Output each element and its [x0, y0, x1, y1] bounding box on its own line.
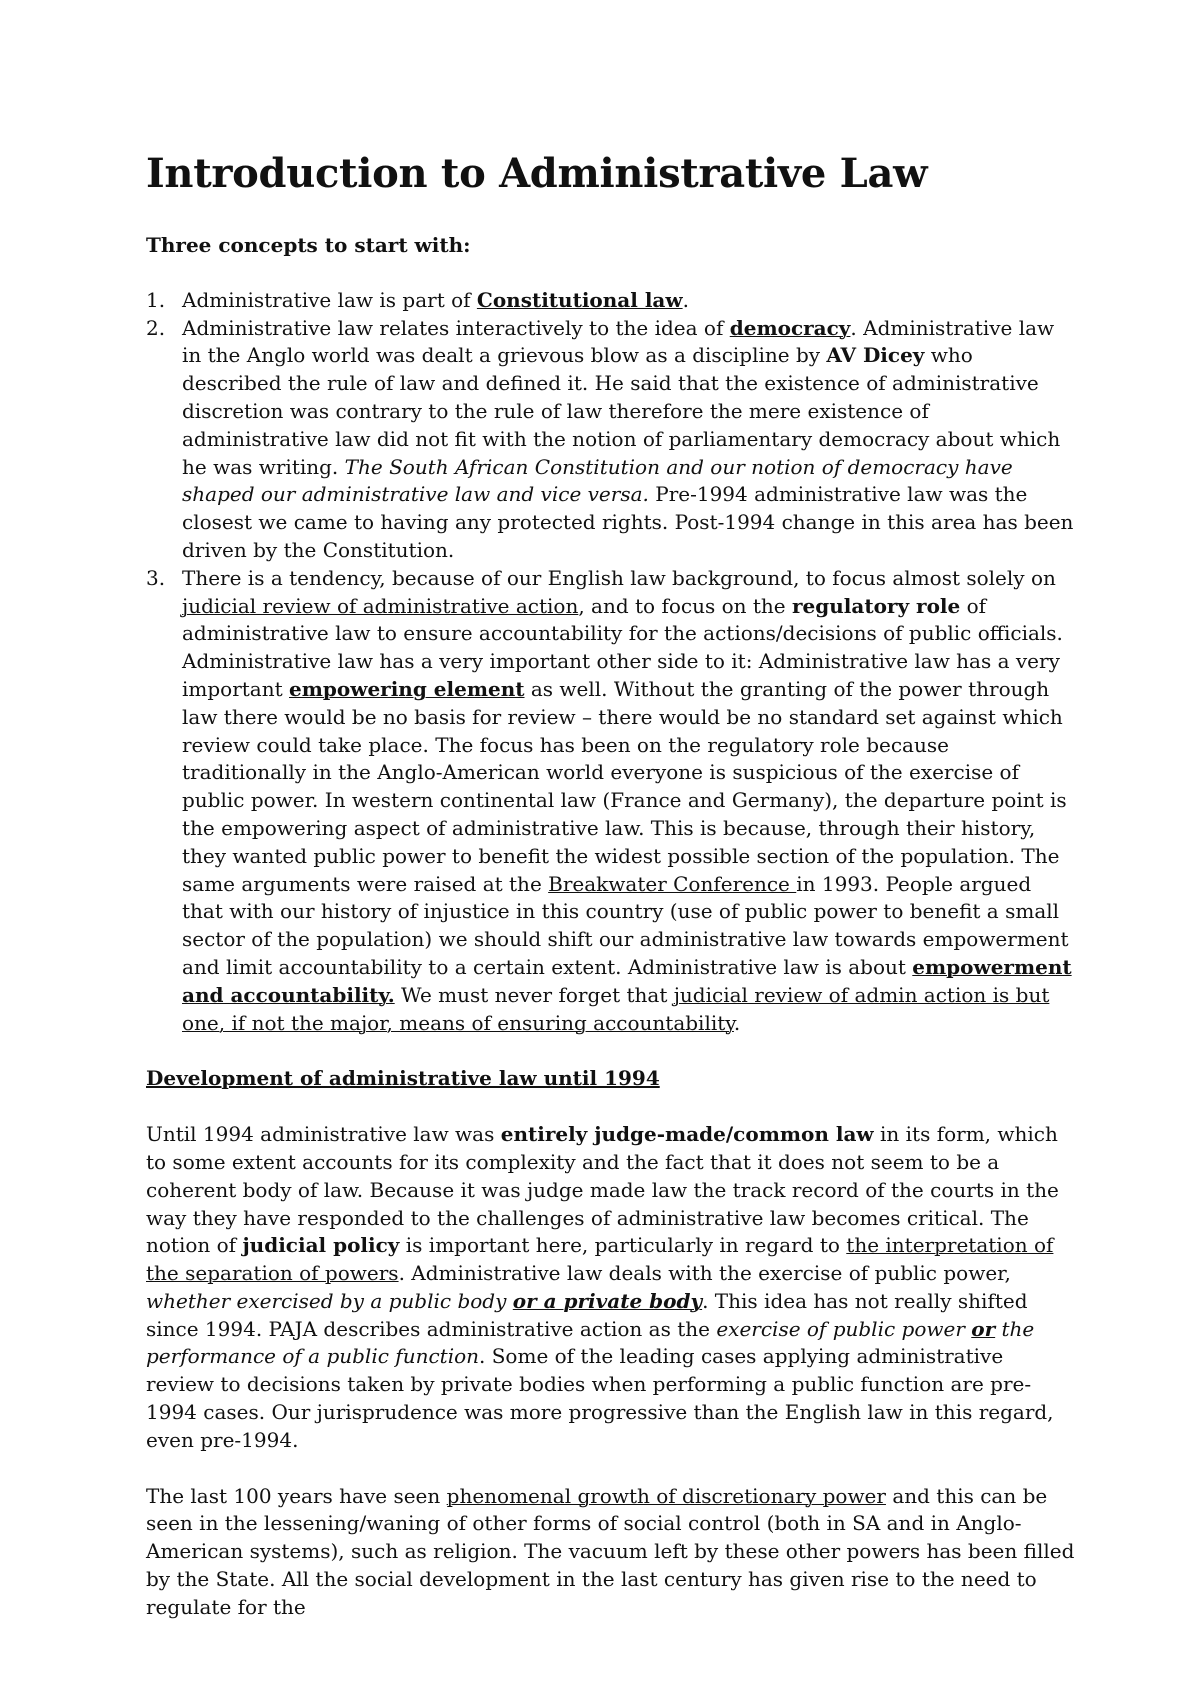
text-run: We must never forget that [394, 982, 674, 1007]
text-run: . This idea has not really shifted since 1994. PAJA describes administrative action as the [146, 1288, 1028, 1341]
underline-breakwater-conference: Breakwater Conference [548, 871, 797, 896]
subheading: Three concepts to start with: [146, 233, 471, 257]
text-run: is important here, particularly in regard to [399, 1233, 847, 1258]
text-run: , and to focus on the [578, 593, 792, 618]
text-run: in 1993. People argued that with our history of injustice in this country (use of public power to benefit a small sector of the population) we should shift our administrative law towards empowerment and limit accountability to a certain extent. Administrative law is about [182, 871, 1069, 979]
underline-discretionary-power: phenomenal growth of discretionary power [446, 1483, 886, 1508]
text-run: Administrative law is part of [182, 287, 477, 312]
emphasis-av-dicey: AV Dicey [826, 343, 925, 368]
text-run: . Some of the leading cases applying administrative review to decisions taken by private bodies when performing a public function are pre-1994 cases. Our jurisprudence was more progressive than the English law in this regard, even pre-1994. [146, 1344, 1054, 1452]
italic-exercise-public-power: exercise of public power [716, 1316, 972, 1341]
text-run: . Administrative law in the Anglo world was dealt a grievous blow as a discipline by [182, 315, 1055, 368]
text-run: as well. Without the granting of the power through law there would be no basis for review – there would be no standard set against which review could take place. The focus has been on the regulatory role because traditionally in the Anglo-American world everyone is suspicious of the exercise of public power. In western continental law (France and Germany), the departure point is the empowering aspect of administrative law. This is because, through their history, they wanted public power to benefit the widest possible section of the population. The same arguments were raised at the [182, 676, 1067, 896]
text-run: There is a tendency, because of our English law background, to focus almost solely on [182, 565, 1056, 590]
text-run: The last 100 years have seen [146, 1483, 447, 1508]
text-run: and this can be seen in the lessening/waning of other forms of social control (both in SA and in Anglo-American systems), such as religion. The vacuum left by these other powers has been filled by the State. All the social development in the last century has given rise to the need to regulate for the [146, 1483, 1075, 1619]
italic-public-function: the performance of a public function [146, 1316, 1035, 1369]
list-item [146, 315, 1076, 565]
emphasis-private-body: or a private body [512, 1288, 703, 1313]
text-run: . [733, 1010, 741, 1035]
text-run: Until 1994 administrative law was [146, 1122, 501, 1147]
list-item [146, 287, 1076, 315]
emphasis-empowering-element: empowering element [289, 676, 525, 701]
text-run: . Administrative law deals with the exercise of public power, [398, 1261, 1011, 1286]
list-number: 2. [146, 315, 166, 340]
text-run: who described the rule of law and defined it. He said that the existence of administrative discretion was contrary to the rule of law therefore the mere existence of administrative law did not fit with the notion of parliamentary democracy about which he was writing. [182, 343, 1061, 479]
emphasis-constitutional-law: Constitutional law [476, 287, 683, 312]
underline-judicial-review: judicial review of administrative action [182, 593, 579, 618]
underline-judicial-review-means: judicial review of admin action is but one, if not the major, means of ensuring accountability [182, 982, 1050, 1035]
text-run: of administrative law to ensure accountability for the actions/decisions of public officials. Administrative law has a very important other side to it: Administrative law has a very important [182, 593, 1063, 701]
text-run: Pre-1994 administrative law was the closest we came to having any protected rights. Post-1994 change in this area has been driven by the Constitution. [182, 482, 1074, 562]
text-run: . [682, 287, 689, 312]
underline-separation-of-powers: the interpretation of the separation of powers [146, 1233, 1054, 1286]
emphasis-democracy: democracy [729, 315, 851, 340]
document-body [146, 150, 1076, 1650]
italic-constitution-note: The South African Constitution and our notion of democracy have shaped our administrative law and vice versa. [182, 454, 1013, 507]
emphasis-or: or [971, 1316, 996, 1341]
emphasis-judicial-policy: judicial policy [242, 1233, 400, 1258]
paragraph [146, 1121, 1076, 1455]
text-run: Administrative law relates interactively to the idea of [182, 315, 730, 340]
list-number: 3. [146, 565, 166, 590]
section-heading: Development of administrative law until 1994 [146, 1066, 660, 1091]
paragraph [146, 1483, 1076, 1622]
text-run: in its form, which to some extent accounts for its complexity and the fact that it does not seem to be a coherent body of law. Because it was judge made law the track record of the courts in the way they have responded to the challenges of administrative law becomes critical. The notion of [146, 1122, 1059, 1258]
list-number: 1. [146, 287, 166, 312]
emphasis-regulatory-role: regulatory role [791, 593, 961, 618]
list-item [146, 565, 1076, 1038]
emphasis-empowerment-accountability: empowerment and accountability. [182, 954, 1072, 1007]
page-title: Introduction to Administrative Law [146, 150, 928, 197]
emphasis-judge-made-law: entirely judge-made/common law [500, 1122, 874, 1147]
concepts-list [146, 287, 1076, 1038]
italic-public-body: whether exercised by a public body [146, 1288, 513, 1313]
